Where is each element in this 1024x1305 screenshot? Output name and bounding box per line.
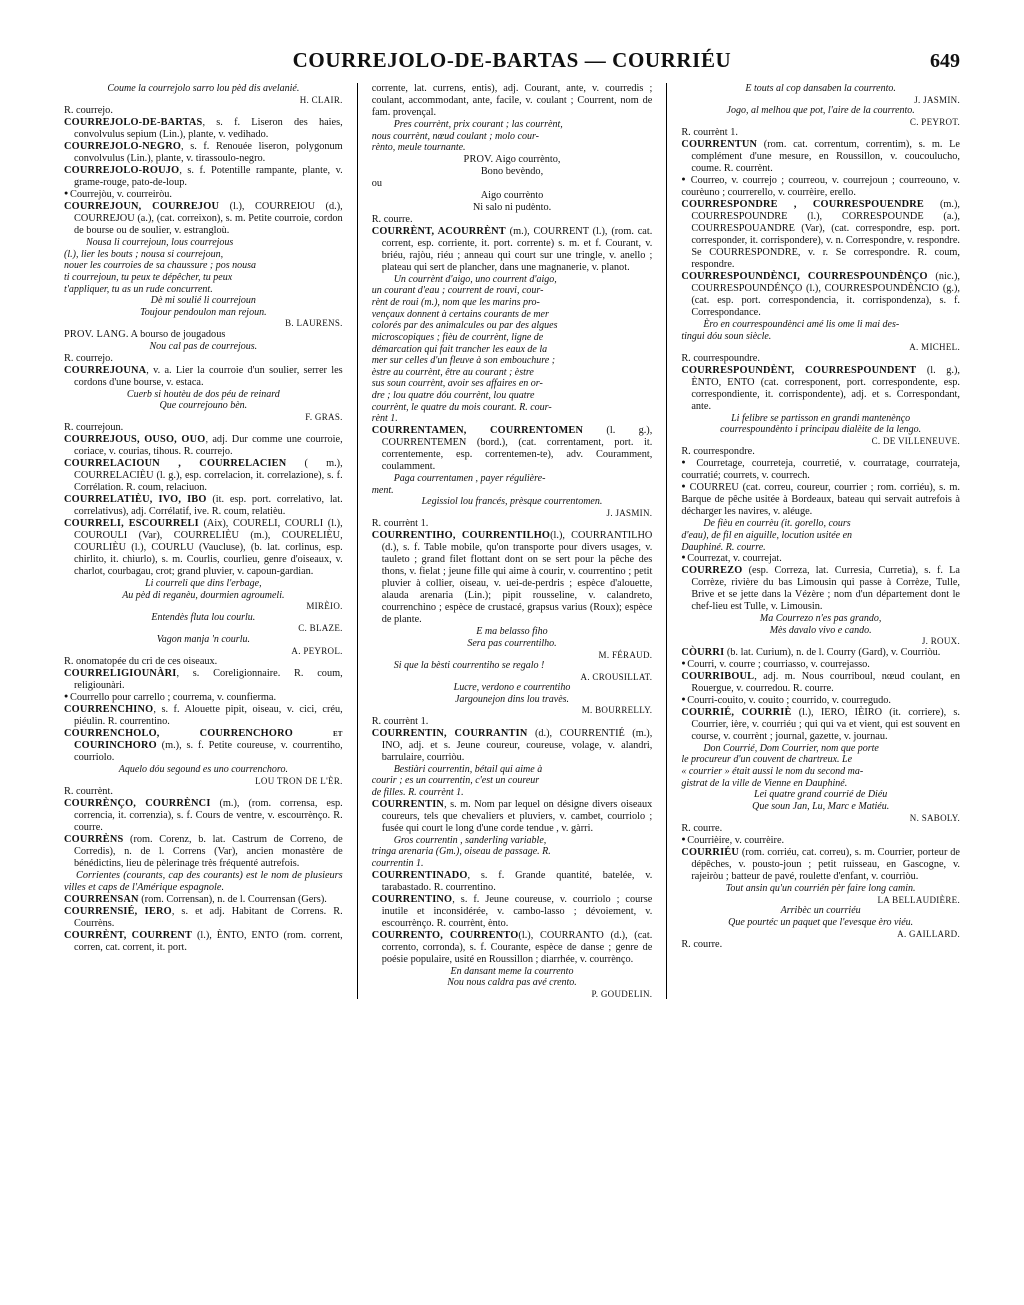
quotation-line: Li felibre se partisson en grandi mantenènço — [731, 412, 911, 424]
entry-headword: COURRELATIÈU, IVO, IBO — [64, 494, 207, 506]
paragraph: R. courre. — [371, 213, 413, 225]
dictionary-entry — [681, 707, 960, 743]
quotation-line: Aquelo dóu segound es uno courrenchoro. — [118, 763, 288, 775]
dictionary-entry — [372, 728, 653, 764]
quotation-line: Jogo, al melhou que pot, l'aire de la courrento. — [726, 105, 915, 117]
quotation-line: E touts al cop dansaben la courrento. — [745, 83, 896, 94]
usage-line: (l.), lier les bouts ; nousa si courrejoun, — [64, 248, 224, 260]
entry-headword: COURREJOUNA — [64, 364, 147, 376]
cross-reference: ● Courretage, courreteja, courretié, v. courratage, courrateja, courratié; courrets, v. courrech. — [681, 458, 960, 482]
page-title: COURREJOLO-DE-BARTAS — COURRIÉU — [292, 48, 732, 72]
usage-note — [372, 660, 653, 672]
entry-headword: COURRENCHOLO, COURRENCHORO et COURINCHORO — [64, 727, 343, 751]
entry-headword: COURRESPOUNDÈNT, COURRESPOUNDENT — [681, 364, 917, 376]
paragraph: R. courrènt 1. — [371, 518, 429, 530]
quotation-line: Lei quatre grand courrié de Diéu — [754, 789, 888, 801]
dictionary-entry — [64, 704, 343, 728]
entry-headword: COURRESPONDRE , COURRESPOUENDRE — [681, 199, 924, 211]
usage-note — [681, 319, 960, 342]
quotation-attribution: H. CLAIR. — [299, 94, 343, 105]
entry-headword: COURRÈNÇO, COURRÈNCI — [64, 798, 211, 810]
entry-headword: COURRELIGIOUNÀRI — [64, 668, 177, 680]
quotation-attribution: A. CROUSILLAT. — [580, 671, 653, 682]
usage-line: courir ; es un courrentin, c'est un coureur — [371, 775, 540, 787]
entry-definition: (nic.), COURRESPOUNDÉNÇO (l.), COURRESPOUNDÈNCIO (g.), (cat. esp. port. correspondencia, it. corrispondenza), s. f. Correspondance. — [691, 271, 960, 319]
entry-headword: COURRIBOUL — [681, 670, 755, 682]
entry-headword: COURREJOLO-NEGRO — [64, 141, 182, 153]
entry-definition: (rom. Corenz, b. lat. Castrum de Correno, de Corredis), n. de l. Correns (Var), ancien monastère de bénédictins, lieu de pèlerinage très fréquenté autrefois. — [74, 834, 343, 869]
usage-note — [681, 743, 960, 790]
quotation-attribution: N. SABOLY. — [909, 812, 960, 823]
dictionary-entry — [64, 834, 343, 870]
entry-definition: (rom. corriéu, cat. correu), s. m. Courrier, porteur de dépêches, v. pousto-joun ; petit ruisseau, en Gascogne, v. rajeiròu ; batteur de pavé, roulette d'enfant, v. courriòu. — [691, 847, 960, 883]
quotation-line: Que soun Jan, Lu, Marc e Matiéu. — [752, 801, 890, 813]
entry-definition: (l.), ÈNTO, ENTO (rom. corrent, corren, cat. corrent, it. port. — [74, 929, 343, 953]
usage-line: rènto, meule tournante. — [371, 142, 466, 154]
quotation-attribution: J. ROUX. — [921, 636, 960, 647]
column-left — [64, 83, 357, 999]
proverb-line — [64, 329, 343, 341]
cross-reference: ● Courrello pour carrello ; courrema, v. counfierma. — [64, 692, 343, 704]
dictionary-entry — [64, 201, 343, 237]
entry-definition: , adj. m. Nous courriboul, nœud coulant, en Rouergue, v. courredou. R. courre. — [691, 670, 960, 694]
paragraph: R. courrejo. — [64, 105, 113, 117]
usage-line: De fièu en courrèu (it. gorello, cours — [703, 518, 851, 530]
paragraph: ou — [371, 177, 382, 189]
quotation-attribution: LA BELLAUDIÈRE. — [877, 894, 960, 905]
dictionary-entry — [372, 894, 653, 930]
entry-headword: COURRENCHINO — [64, 704, 154, 716]
quotation-line: Ma Courrezo n'es pas grando, — [759, 613, 882, 625]
usage-note — [64, 237, 343, 295]
usage-note — [372, 119, 653, 154]
usage-line: tringa arenaria (Gm.), oiseau de passage. R. — [371, 846, 551, 858]
centered-line: Aigo courrènto — [480, 189, 544, 201]
entry-definition: , s. Coreligionnaire. R. coum, religiounàri. — [74, 668, 343, 692]
continued-paragraph: corrente, lat. currens, entis), adj. Courant, ante, v. courredis ; coulant, accommodant, ante, facile, v. coulant ; Courrent, nom de fam. provençal. — [371, 83, 653, 118]
quotation-line: Que courrejouno bèn. — [159, 400, 248, 412]
usage-line: colorés par des animalcules ou par des algues — [371, 320, 558, 332]
usage-note — [372, 473, 653, 496]
paragraph: R. courre. — [681, 938, 723, 950]
entry-definition: (d.), COURRENTIÉ (m.), INO, adj. et s. Jeune coureur, coureuse, volage, v. alandri, barrulaire, courriòu. — [381, 727, 653, 763]
paragraph: R. onomatopée du cri de ces oiseaux. — [64, 656, 218, 668]
dictionary-entry — [64, 494, 343, 518]
quotation-attribution: J. JASMIN. — [914, 94, 960, 105]
usage-line: « courrier » était aussi le nom du second ma- — [681, 766, 864, 778]
quotation-line: Legissiol lou francés, prèsque courrentomen. — [421, 496, 603, 508]
dictionary-entry — [64, 458, 343, 494]
quotation-line: Entendès fluta lou courlu. — [151, 611, 256, 623]
dictionary-entry — [681, 139, 960, 175]
quotation-line: Vagon manja 'n courlu. — [156, 633, 250, 645]
entry-definition: , s. f. Grande quantité, batelée, v. tarabastado. R. courrentino. — [381, 869, 653, 893]
quotation-attribution: C. BLAZE. — [298, 623, 343, 634]
entry-definition: , adj. Dur comme une courroie, coriace, v. courias, tihous. R. courrejo. — [74, 434, 343, 458]
entry-definition: , s. et adj. Habitant de Correns. R. Courrèns. — [74, 905, 343, 929]
entry-headword: COURREJOUN, COURREJOU — [64, 201, 220, 212]
entry-headword: COURRENTIN, COURRANTIN — [371, 727, 528, 739]
usage-note — [372, 274, 653, 425]
quotation-attribution: A. GAILLARD. — [897, 928, 960, 939]
entry-headword: COURRENTO, COURRENTO — [371, 929, 519, 941]
dictionary-entry — [681, 847, 960, 883]
entry-definition: (b. lat. Curium), n. de l. Courry (Gard), v. Courriòu. — [724, 646, 941, 658]
usage-line: Nousa li courrejoun, lous courrejous — [86, 236, 234, 248]
quotation-line: E ma belasso fiho — [476, 626, 548, 638]
quotation-line: Jargounejon dins lou travès. — [454, 693, 570, 705]
paragraph: R. courrènt 1. — [681, 127, 738, 139]
usage-line: èstre au courrènt, être au courant ; èstre — [371, 366, 534, 378]
entry-headword: COURRENTIHO, COURRENTILHO — [371, 530, 551, 542]
dictionary-entry — [372, 930, 653, 966]
dictionary-entry — [64, 141, 343, 165]
usage-line: Bestiàri courrentin, bétail qui aime à — [393, 763, 543, 775]
dictionary-entry — [681, 199, 960, 271]
entry-definition: (rom. Corrensan), n. de l. Courrensan (Gers). — [138, 893, 327, 905]
usage-line: Paga courrentamen , payer régulière- — [393, 472, 546, 484]
usage-note — [372, 835, 653, 870]
usage-note — [681, 518, 960, 553]
cross-reference: ● Courri-couito, v. couito ; courrido, v. courregudo. — [681, 695, 960, 707]
usage-line: microscopiques ; fièu de courrènt, ligne de — [371, 331, 544, 343]
entry-headword: COURRIÉ, COURRIÈ — [681, 706, 792, 718]
paragraph: R. courrespondre. — [681, 446, 755, 458]
entry-definition: ( m.), COURRELACIÈU (l. g.), esp. correlacion, it. correlazione), s. f. Corrélation. R. coum, relaciuon. — [74, 458, 343, 494]
dictionary-entry — [64, 165, 343, 189]
quotation-line: Lucre, verdono e courrentiho — [453, 682, 571, 694]
cross-reference: ● Courreo, v. courrejo ; courreou, v. courrejoun ; courreouno, v. courèuno ; courrerello, v. courrèire, erello. — [681, 175, 960, 199]
entry-definition: , s. f. Jeune coureuse, v. courriolo ; course inutile et inconsidérée, v. cambo-lasso ; dévoiement, v. escourrènço. R. courrènt, ènto. — [381, 893, 653, 929]
dictionary-entry — [64, 668, 343, 692]
quotation-line: Mès davalo vivo e cando. — [769, 624, 872, 636]
entry-definition: (m.), s. f. Petite coureuse, v. courrentiho, courriolo. — [74, 739, 343, 763]
entry-headword: COURRELI, ESCOURRELI — [64, 518, 199, 530]
quotation-line: Nou nous caldra pas avé crento. — [447, 977, 577, 989]
entry-definition: (l.), COURRANTO (d.), (cat. corrento, corronda), s. f. Courante, espèce de danse ; genre de poésie populaire, usité en Roussillon ; diarrhée, v. courrènço. — [381, 929, 653, 965]
quotation-line: Li courreli que dins l'erbage, — [145, 578, 262, 590]
entry-definition: (l.), IERO, IÈIRO (it. corriere), s. Courrier, ière, v. courriéu ; qui qui va et vient, qui est souvent en course, v. courrènt ; journal, gazette, v. journau. — [691, 706, 960, 742]
entry-definition: (l.), COURREIOU (d.), COURREJOU (a.), (cat. correixon), s. m. Petite courroie, cordon de bourse ou de soulier, v. estrangloù. — [74, 201, 343, 236]
proverb-text: Aigo courrènto, — [493, 153, 561, 165]
paragraph: R. courrespoundre. — [681, 352, 760, 364]
usage-line: gistrat de la ville de Vienne en Dauphiné. — [681, 777, 848, 789]
entry-headword: COURRENTAMEN, COURRENTOMEN — [371, 425, 584, 437]
entry-definition: , s. f. Alouette pipit, oiseau, v. cici, créu, piéulin. R. courrentino. — [74, 704, 343, 727]
entry-definition: (l. g.), ÈNTO, ENTO (cat. corresponent, port. correspondente, esp. correspondiente, it. corrispondente), adj. et s. Correspondant, ante. — [691, 364, 960, 412]
cross-reference: ● Courrièire, v. courrèire. — [681, 835, 960, 847]
usage-line: courrentin 1. — [371, 858, 424, 869]
entry-definition: (m.), (rom. corrensa, esp. correncia, it. correnzia), s. f. Cours de ventre, v. escourrènço. R. courre. — [74, 798, 343, 834]
paragraph: R. courrejoun. — [64, 422, 124, 434]
usage-line: Gros courrentin , sanderling variable, — [393, 834, 547, 846]
cross-reference: ● Courrezat, v. courrejat. — [681, 553, 960, 565]
usage-line: ti courrejoun, tu peux te dépêcher, tu peux — [64, 271, 233, 283]
entry-headword: COURRESPOUNDÈNCI, COURRESPOUNDÈNÇO — [681, 271, 928, 283]
usage-line: démarcation qui fait trancher les eaux de la — [371, 343, 548, 355]
usage-line: mer sur celles d'un fleuve à son embouchure ; — [371, 355, 556, 367]
dictionary-entry — [64, 518, 343, 578]
dictionary-entry — [681, 647, 960, 659]
usage-line: Un courrènt d'aigo, uno courrent d'aigo, — [393, 273, 557, 285]
dictionary-entry — [64, 894, 343, 906]
page-header — [64, 48, 960, 73]
paragraph: R. courre. — [681, 823, 723, 835]
usage-line: le procureur d'un couvent de chartreux. Le — [681, 754, 853, 766]
entry-definition: , s. f. Renouée liseron, polygonum convolvulus (Lin.), plante, v. tirassoulo-negro. — [74, 141, 343, 165]
usage-line: Èro en courrespoundènci amé lis ome li mai des- — [703, 319, 900, 330]
entry-definition: (rom. cat. correntum, correntim), s. m. Le complément d'une mesure, en Roussillon, v. coucoulucho, coume. R. courrènt. — [691, 139, 960, 175]
entry-headword: COURRENTIN — [371, 798, 445, 810]
quotation-line: Tout ansin qu'un courrién pèr faire long camin. — [725, 883, 916, 895]
usage-line: courrènt, le quatre du mois courant. R. cour- — [371, 401, 552, 413]
quotation-attribution: C. PEYROT. — [909, 116, 960, 127]
entry-headword: COURREZO — [681, 565, 743, 577]
entry-definition: , s. f. Liseron des haies, convolvulus sepium (Lin.), plante, v. vedihado. — [74, 117, 343, 141]
dictionary-entry — [372, 425, 653, 473]
dictionary-entry — [372, 226, 653, 274]
dictionary-entry — [681, 671, 960, 695]
entry-definition: (m.), COURRESPOUNDRE (l.), CORRESPOUNDE (a.), COURRESPOUANDRE (Var), (cat. correspondre, esp. port. corresponder, it. corrispondere), v. n. Correspondre, v. respondre. Se COURRESPONDRE, v. r. Se correspondre. R. coum, respondre. — [691, 199, 960, 271]
entry-headword: COURRÈNT, ACOURRÈNT — [371, 225, 506, 237]
entry-headword: COURRÈNS — [64, 834, 124, 845]
quotation-attribution: M. FÉRAUD. — [598, 649, 653, 660]
quotation-attribution: LOU TRON DE L'ÈR. — [255, 775, 343, 786]
entry-headword: COURRIÉU — [681, 847, 739, 859]
entry-definition: (it. esp. port. correlativo, lat. correlativus), adj. Corrélatif, ive. R. coum, relatièu. — [74, 494, 343, 518]
dictionary-entry — [681, 271, 960, 319]
centered-line: Ni salo ni pudènto. — [472, 201, 552, 213]
quotation-attribution: P. GOUDELIN. — [591, 988, 653, 999]
dictionary-entry — [372, 870, 653, 894]
usage-line: sus soun courrènt, avoir ses affaires en or- — [371, 378, 543, 390]
usage-line: nous courrènt, nœud coulant ; molo cour- — [371, 130, 539, 142]
usage-line: t'appliquer, tu as un rude concurrent. — [64, 283, 213, 295]
usage-line: Pres courrènt, prix courant ; las courrènt, — [393, 118, 563, 130]
paragraph: R. courrènt 1. — [371, 715, 429, 727]
quotation-line: Nou cal pas de courrejous. — [149, 340, 258, 352]
dictionary-entry — [64, 728, 343, 764]
quotation-line: Coume la courrejolo sarro lou pèd dis avelanié. — [107, 83, 300, 94]
dictionary-entry — [64, 365, 343, 389]
dictionary-entry — [64, 798, 343, 834]
proverb-label: PROV. LANG. — [64, 328, 129, 340]
usage-line: de filles. R. courrènt 1. — [371, 787, 464, 799]
usage-line: Si que la bèsti courrentiho se regalo ! — [393, 660, 545, 672]
entry-headword: COURREJOLO-ROUJO — [64, 165, 180, 177]
entry-definition: (Aix), COURELI, COURLI (l.), COUROULI (Var), COURRELIÈU (m.), COURELIÈU, COURLIÈU (l.), COURLU (Vaucluse), (b. lat. corlinus, esp. chirlito, it. chiurlo), s. m. Courlis, courlieu, genre d'oiseaux, v. charlot, courbagau, crot; grand pluvier, v. capoun-gardian. — [74, 518, 343, 578]
usage-note — [372, 764, 653, 799]
entry-definition: (esp. Correza, lat. Curresia, Curretia), s. f. La Corrèze, rivière du bas Limousin qui passe à Corrèze, Tulle, Brive et se jette dans la Vézère ; nom d'un département dont le chef-lieu est Tulle, v. Limousin. — [691, 565, 960, 613]
entry-headword: COURRÈNT, COURRENT — [64, 929, 193, 941]
quotation-attribution: M. BOURRELLY. — [581, 705, 653, 716]
dictionary-entry — [64, 930, 343, 954]
entry-definition: , s. m. Nom par lequel on désigne divers oiseaux coureurs, tels que chevaliers et pluviers, v. cambet, courriolo ; fusée qui court le long d'une corde tendue , v. gàrri. — [381, 798, 653, 834]
entry-headword: COURRENSAN — [64, 893, 139, 905]
usage-line: ment. — [371, 484, 394, 496]
quotation-line: Au pèd di reganèu, dourmien agroumeli. — [122, 589, 285, 601]
note-paragraph: Corrientes (courants, cap des courants) est le nom de plusieurs villes et caps de l'Amérique espagnole. — [64, 869, 343, 893]
usage-line: Don Courrié, Dom Courrier, nom que porte — [703, 742, 879, 754]
quotation-line: Sera pas courrentilho. — [467, 637, 557, 649]
quotation-line: courrespoundènto i principau dialèite de la lengo. — [720, 424, 922, 436]
entry-headword: CÒURRI — [681, 646, 725, 658]
entry-definition: (l.), COURRANTILHO (d.), s. f. Table mobile, qu'on transporte pour divers usages, v. tauleto ; grand filet flottant dont on se sert pour la pêche des thons, v. fielat ; jeune fille qui aime à courir, v. courrentino ; petit pluvier à collier, oiseau, v. uei-de-perdris ; espèce d'alouette, alauda arenaria (Lin.); pipit rousseline, v. calandreto, courrenchino ; espèce de crustacé, grapsus varius (Roux); espèce de plante. — [381, 530, 653, 626]
quotation-line: Que pourtéc un paquet que l'evesque èro viéu. — [728, 916, 914, 928]
entry-headword: COURRENTINO — [371, 893, 453, 905]
entry-definition: , s. f. Potentille rampante, plante, v. grame-rouge, pato-de-loup. — [74, 165, 343, 189]
entry-headword: COURRENSIÉ, IERO — [64, 905, 172, 917]
dictionary-entry — [64, 117, 343, 141]
paragraph: R. courrejo. — [64, 352, 113, 364]
proverb-label: PROV. — [463, 153, 494, 165]
quotation-line: Toujour pendoulon man rejoun. — [140, 306, 267, 318]
usage-line: tingui dóu soun siècle. — [681, 330, 772, 342]
quotation-attribution: B. LAURENS. — [285, 318, 343, 329]
column-middle — [357, 83, 668, 999]
entry-headword: COURRENTUN — [681, 139, 758, 151]
usage-line: un courant d'eau ; courrent de rouvi, cour- — [371, 285, 544, 297]
text-columns — [64, 83, 960, 999]
centered-line: Bono bevèndo, — [480, 165, 544, 177]
quotation-attribution: MIRÈIO. — [306, 601, 343, 612]
usage-line: nouer les courroies de sa chaussure ; pos nousa — [64, 260, 257, 272]
cross-reference: ● Courrejòu, v. courreiròu. — [64, 189, 343, 201]
quotation-attribution: A. PEYROL. — [291, 645, 343, 656]
entry-headword: COURREJOLO-DE-BARTAS — [64, 117, 203, 129]
dictionary-entry — [681, 565, 960, 613]
paragraph: R. courrènt. — [64, 786, 113, 798]
proverb-line — [372, 154, 653, 166]
entry-headword: COURRELACIOUN , COURRELACIEN — [64, 458, 287, 470]
dictionary-entry — [64, 434, 343, 458]
usage-line: vençaux donnent à certains courants de mer — [371, 308, 549, 320]
entry-headword: COURRENTINADO — [371, 869, 468, 881]
quotation-line: Cuerb si houtèu de dos péu de reinard — [126, 388, 280, 400]
column-right — [667, 83, 960, 999]
quotation-attribution: C. DE VILLENEUVE. — [871, 435, 960, 446]
dictionary-entry — [372, 799, 653, 835]
entry-definition: (l. g.), COURRENTEMEN (bord.), (cat. correntament, port. it. correntemente, esp. correntemen-te), adv. Couramment, coulamment. — [381, 425, 653, 472]
quotation-line: Arribèc un courriéu — [780, 905, 861, 917]
quotation-line: En dansant meme la courrento — [450, 965, 574, 977]
usage-line: dre ; lou quatre dóu courrènt, lou quatre — [371, 390, 535, 402]
usage-line: rènt de roui (m.), nom que les marins pro- — [371, 297, 540, 308]
entry-definition: (m.), COURRENT (l.), (rom. cat. corrent, esp. corriente, it. port. corrente) s. m. et f. Courant, v. briéu, rajòu, riéu ; anneau qui court sur une tringle, v. anello ; plateau qui sert de plancher, dans une magnanerie, v. planot. — [381, 225, 653, 273]
quotation-attribution: J. JASMIN. — [606, 507, 653, 518]
quotation-attribution: F. GRAS. — [305, 411, 343, 422]
quotation-line: Dè mi soulié li courrejoun — [150, 295, 256, 307]
entry-definition: , v. a. Lier la courroie d'un soulier, serrer les cordons d'une bourse, v. estaca. — [74, 364, 343, 388]
dictionary-entry — [64, 906, 343, 930]
entry-headword: COURREJOUS, OUSO, OUO — [64, 434, 206, 446]
quotation-attribution: A. MICHEL. — [909, 342, 960, 353]
cross-reference: ● COURREU (cat. correu, coureur, courrier ; rom. corriéu), s. m. Barque de pêche usitée à Bordeaux, bateau qui servait autrefois à décharger les navires, v. aléuge. — [681, 482, 960, 518]
proverb-text: A bourso de jougadous — [128, 328, 226, 340]
page-number: 649 — [930, 50, 960, 72]
cross-reference: ● Courri, v. courre ; courriasso, v. courrejasso. — [681, 659, 960, 671]
usage-line: Dauphiné. R. courre. — [681, 541, 766, 553]
usage-line: d'eau), de fil en aiguille, locution usitée en — [681, 530, 853, 541]
dictionary-entry — [681, 365, 960, 413]
dictionary-entry — [372, 530, 653, 626]
usage-line: rènt 1. — [371, 413, 398, 425]
